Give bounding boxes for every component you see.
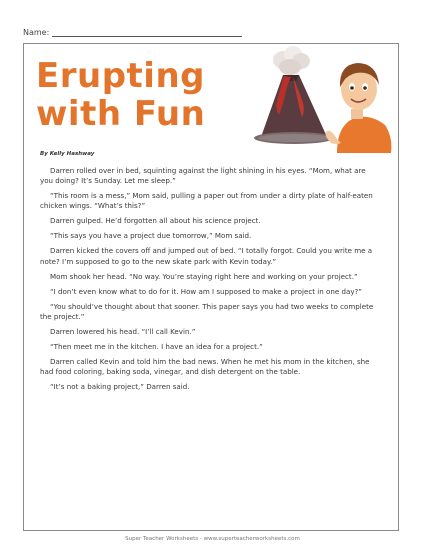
paragraph: Darren gulped. He’d forgotten all about his science project. [50,216,261,226]
page-title [36,57,205,133]
title-line-1: Erupting [36,56,205,96]
volcano [254,75,334,144]
boy-with-volcano-illustration [253,45,395,153]
paragraph: “You should’ve thought about that sooner. This paper says you had two weeks to complete the project.” [40,301,374,321]
paragraph: Darren kicked the covers off and jumped out of bed. “I totally forgot. Could you write me a note? I’m supposed to go to the new skate park with Kevin today.” [40,246,373,266]
paragraph: “Then meet me in the kitchen. I have an idea for a project.” [50,341,263,351]
paragraph: “I don’t even know what to do for it. How am I supposed to make a project in one day?” [50,286,362,296]
name-line [52,28,242,37]
paragraph: Mom shook her head. “No way. You’re staying right here and working on your project.” [50,271,358,281]
paragraph: “This says you have a project due tomorrow,” Mom said. [50,231,252,241]
boy [326,63,392,153]
paragraph: Darren called Kevin and told him the bad news. When he met his mom in the kitchen, she had food coloring, baking soda, vinegar, and dish detergent on the table. [40,356,370,377]
byline: By Kelly Hashway [40,151,95,157]
footer-credit: Super Teacher Worksheets - www.superteacherworksheets.com [125,536,300,542]
name-label: Name: [23,28,50,37]
title-line-2: with Fun [36,94,206,134]
paragraph: Darren rolled over in bed, squinting against the light shining in his eyes. “Mom, what are you doing? It’s Sunday. Let me sleep.” [40,166,366,186]
steam-cloud [273,46,310,75]
paragraph: “It’s not a baking project,” Darren said. [50,382,190,392]
name-field [23,28,242,37]
paragraph: “This room is a mess,” Mom said, pulling a paper out from under a dirty plate of half-eaten chicken wings. “What’s this?” [40,191,373,211]
paragraph: Darren lowered his head. “I’ll call Kevin.” [50,326,196,336]
story-text [40,166,380,397]
